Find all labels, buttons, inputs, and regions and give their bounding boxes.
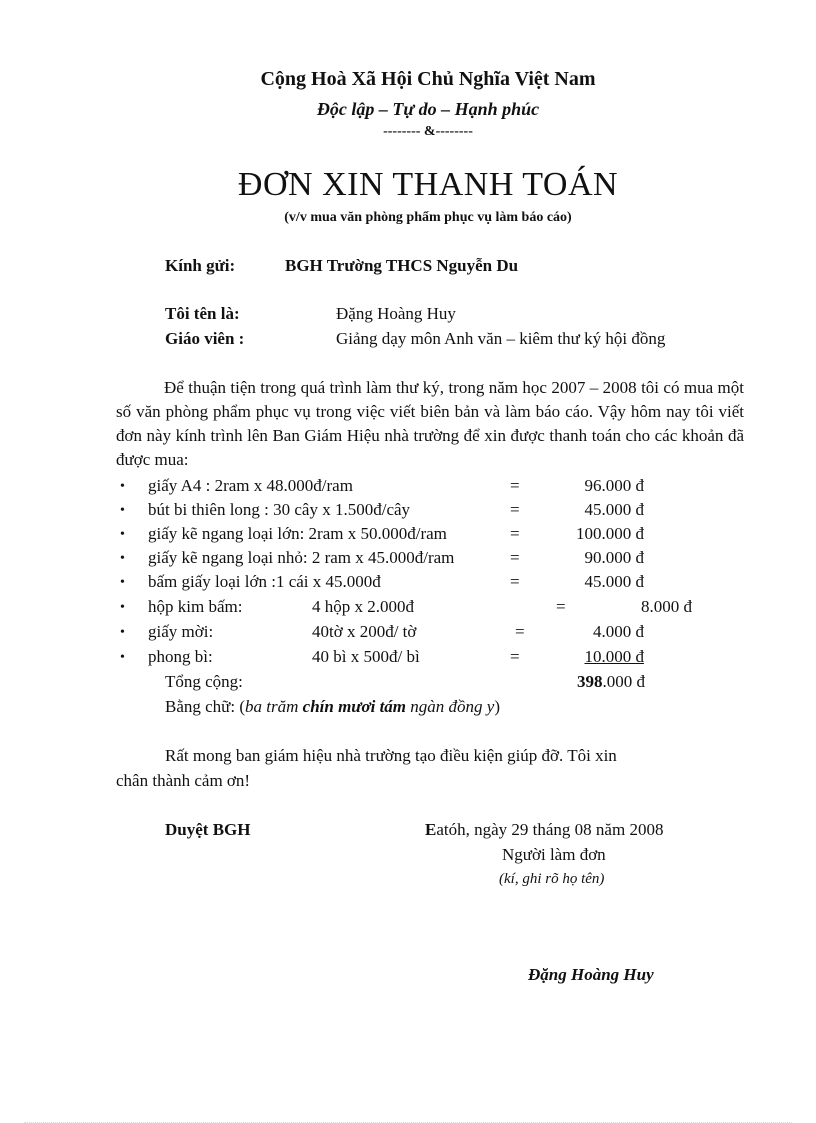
item-amount: 96.000 đ [584, 476, 644, 495]
name-label: Tôi tên là: [165, 304, 240, 323]
item-description: bấm giấy loại lớn :1 cái x 45.000đ [148, 572, 381, 591]
item-description: giấy kẽ ngang loại lớn: 2ram x 50.000đ/ram [148, 524, 447, 543]
item-description: giấy mời: [148, 622, 214, 641]
item-equals: = [510, 476, 520, 495]
item-amount: 45.000 đ [584, 500, 644, 519]
approval-label: Duyệt BGH [165, 820, 251, 839]
item-description: giấy A4 : 2ram x 48.000đ/ram [148, 476, 353, 495]
item-description: hộp kim bấm: [148, 597, 243, 616]
item-equals: = [510, 500, 520, 519]
item-description: phong bì: [148, 647, 213, 666]
bullet-icon: • [120, 527, 125, 542]
sign-note: (kí, ghi rõ họ tên) [499, 871, 605, 887]
item-amount: 45.000 đ [584, 572, 644, 591]
item-description: bút bi thiên long : 30 cây x 1.500đ/cây [148, 500, 411, 519]
body-paragraph-text: Để thuận tiện trong quá trình làm thư ký, trong năm học 2007 – 2008 tôi có mua một số văn phòng phẩm phục vụ trong việc viết biên bản và làm báo cáo. Vậy hôm nay tôi viết đơn này kính trình lên Ban Giám Hiệu nhà trường để xin được thanh toán cho các khoản đã được mua: [116, 378, 744, 469]
item-amount: 90.000 đ [584, 548, 644, 567]
item-equals: = [510, 548, 520, 567]
closing-line-1: Rất mong ban giám hiệu nhà trường tạo điều kiện giúp đỡ. Tôi xin [165, 746, 617, 765]
bullet-icon: • [120, 650, 125, 665]
in-words-label: Bằng chữ: ( [165, 697, 246, 716]
item-quantity: 40tờ x 200đ/ tờ [312, 622, 417, 641]
applicant-name: Đặng Hoàng Huy [336, 304, 456, 323]
item-amount: 100.000 đ [576, 524, 644, 543]
recipient-value: BGH Trường THCS Nguyễn Du [285, 256, 519, 275]
total-label: Tổng cộng: [165, 672, 243, 691]
role-label: Giáo viên : [165, 329, 245, 348]
item-amount: 4.000 đ [593, 622, 644, 641]
recipient-label: Kính gửi: [165, 256, 236, 275]
closing-line-2: chân thành cảm ơn! [116, 771, 251, 790]
item-equals: = [510, 524, 520, 543]
in-words-bold: chín mươi tám [302, 697, 407, 716]
place-date [425, 820, 663, 840]
in-words-close: ) [494, 697, 501, 716]
total-amount-rest: .000 đ [602, 672, 645, 691]
item-equals: = [515, 622, 525, 641]
in-words-italic: ba trăm [245, 697, 303, 716]
bullet-icon: • [120, 625, 125, 640]
item-amount: 10.000 đ [584, 647, 644, 666]
item-equals: = [510, 572, 520, 591]
item-description: giấy kẽ ngang loại nhỏ: 2 ram x 45.000đ/ram [148, 548, 455, 567]
place-date-text: atóh, ngày 29 tháng 08 năm 2008 [436, 820, 664, 839]
national-title: Cộng Hoà Xã Hội Chủ Nghĩa Việt Nam [260, 68, 596, 90]
item-quantity: 4 hộp x 2.000đ [312, 597, 414, 616]
document-subtitle: (v/v mua văn phòng phẩm phục vụ làm báo cáo) [284, 210, 572, 225]
bullet-icon: • [120, 479, 125, 494]
document-title: ĐƠN XIN THANH TOÁN [237, 166, 619, 203]
national-motto: Độc lập – Tự do – Hạnh phúc [316, 99, 540, 119]
place-date-bold: E [425, 820, 437, 839]
signed-name: Đặng Hoàng Huy [528, 965, 654, 984]
item-amount: 8.000 đ [641, 597, 692, 616]
bullet-icon: • [120, 600, 125, 615]
item-quantity: 40 bì x 500đ/ bì [312, 647, 420, 666]
applicant-role: Giảng dạy môn Anh văn – kiêm thư ký hội đồng [336, 329, 666, 348]
item-equals: = [510, 647, 520, 666]
body-paragraph [116, 376, 744, 472]
amount-in-words [165, 697, 500, 717]
ornament-divider: -------- &-------- [383, 124, 473, 139]
bullet-icon: • [120, 551, 125, 566]
item-equals: = [556, 597, 566, 616]
bullet-icon: • [120, 503, 125, 518]
total-amount-bold: 398 [577, 672, 603, 691]
applicant-label: Người làm đơn [502, 845, 606, 864]
bullet-icon: • [120, 575, 125, 590]
total-amount [577, 672, 645, 692]
in-words-italic-end: ngàn đồng y [406, 697, 495, 716]
